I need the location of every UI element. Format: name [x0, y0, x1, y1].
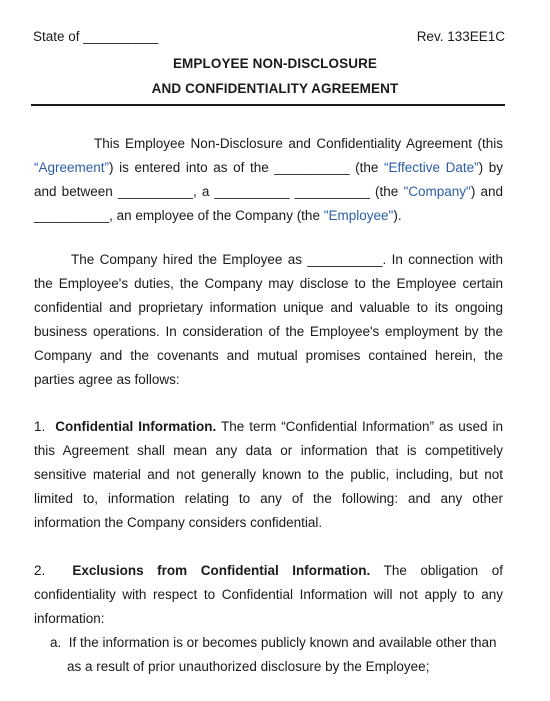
document-title-line-2: AND CONFIDENTIALITY AGREEMENT — [151, 81, 399, 96]
intro-text-4: ) and __________, an employee of the Company (the — [34, 184, 503, 223]
section-2-body: The obligation of confidentiality with respect to Confidential Information will not apply to any information: — [34, 563, 503, 626]
section-2-heading: Exclusions from Confidential Information. — [72, 563, 371, 578]
section-1-paragraph — [34, 415, 503, 535]
intro-paragraph — [34, 132, 503, 228]
section-1-number: 1. — [34, 419, 46, 434]
section-1-heading: Confidential Information. — [55, 419, 217, 434]
item-a-line-1: If the information is or becomes publicly known and available other than — [68, 635, 497, 650]
section-1-body: The term “Confidential Information” as used in this Agreement shall mean any data or information that is competitively sensitive material and not generally known to the public, including, but not limited to, information relating to any of the following: and any other information the Company considers confidential. — [34, 419, 503, 530]
section-2-paragraph — [34, 559, 503, 631]
item-a-marker: a. — [50, 635, 62, 650]
item-a-line-2: as a result of prior unauthorized disclosure by the Employee; — [67, 659, 430, 674]
intro-text-2: ) is entered into as of the __________ (the — [109, 160, 384, 175]
intro-text-3: ) by and between __________, a __________ __________ (the — [34, 160, 503, 199]
agreement-term: “Agreement” — [34, 160, 110, 175]
section-2-number: 2. — [34, 563, 46, 578]
effective-date-term: “Effective Date” — [383, 160, 479, 175]
item-a-paragraph — [50, 631, 503, 679]
employee-term: "Employee" — [323, 208, 394, 223]
recital-paragraph: The Company hired the Employee as __________. In connection with the Employee's duties, the Company may disclose to the Employee certain confidential and proprietary information unique and valuable to its ongoing business operations. In consideration of the Employee's employment by the Company and the covenants and mutual promises contained herein, the parties agree as follows: — [34, 252, 503, 387]
revision-number: Rev. 133EE1C — [416, 29, 505, 44]
state-label: State of __________ — [33, 29, 159, 44]
company-term: "Company" — [403, 184, 471, 199]
title-divider — [31, 104, 505, 106]
document-title-line-1: EMPLOYEE NON-DISCLOSURE — [172, 56, 378, 71]
intro-text-5: ). — [393, 208, 402, 223]
intro-text-1: This Employee Non-Disclosure and Confidentiality Agreement (this — [94, 136, 503, 151]
